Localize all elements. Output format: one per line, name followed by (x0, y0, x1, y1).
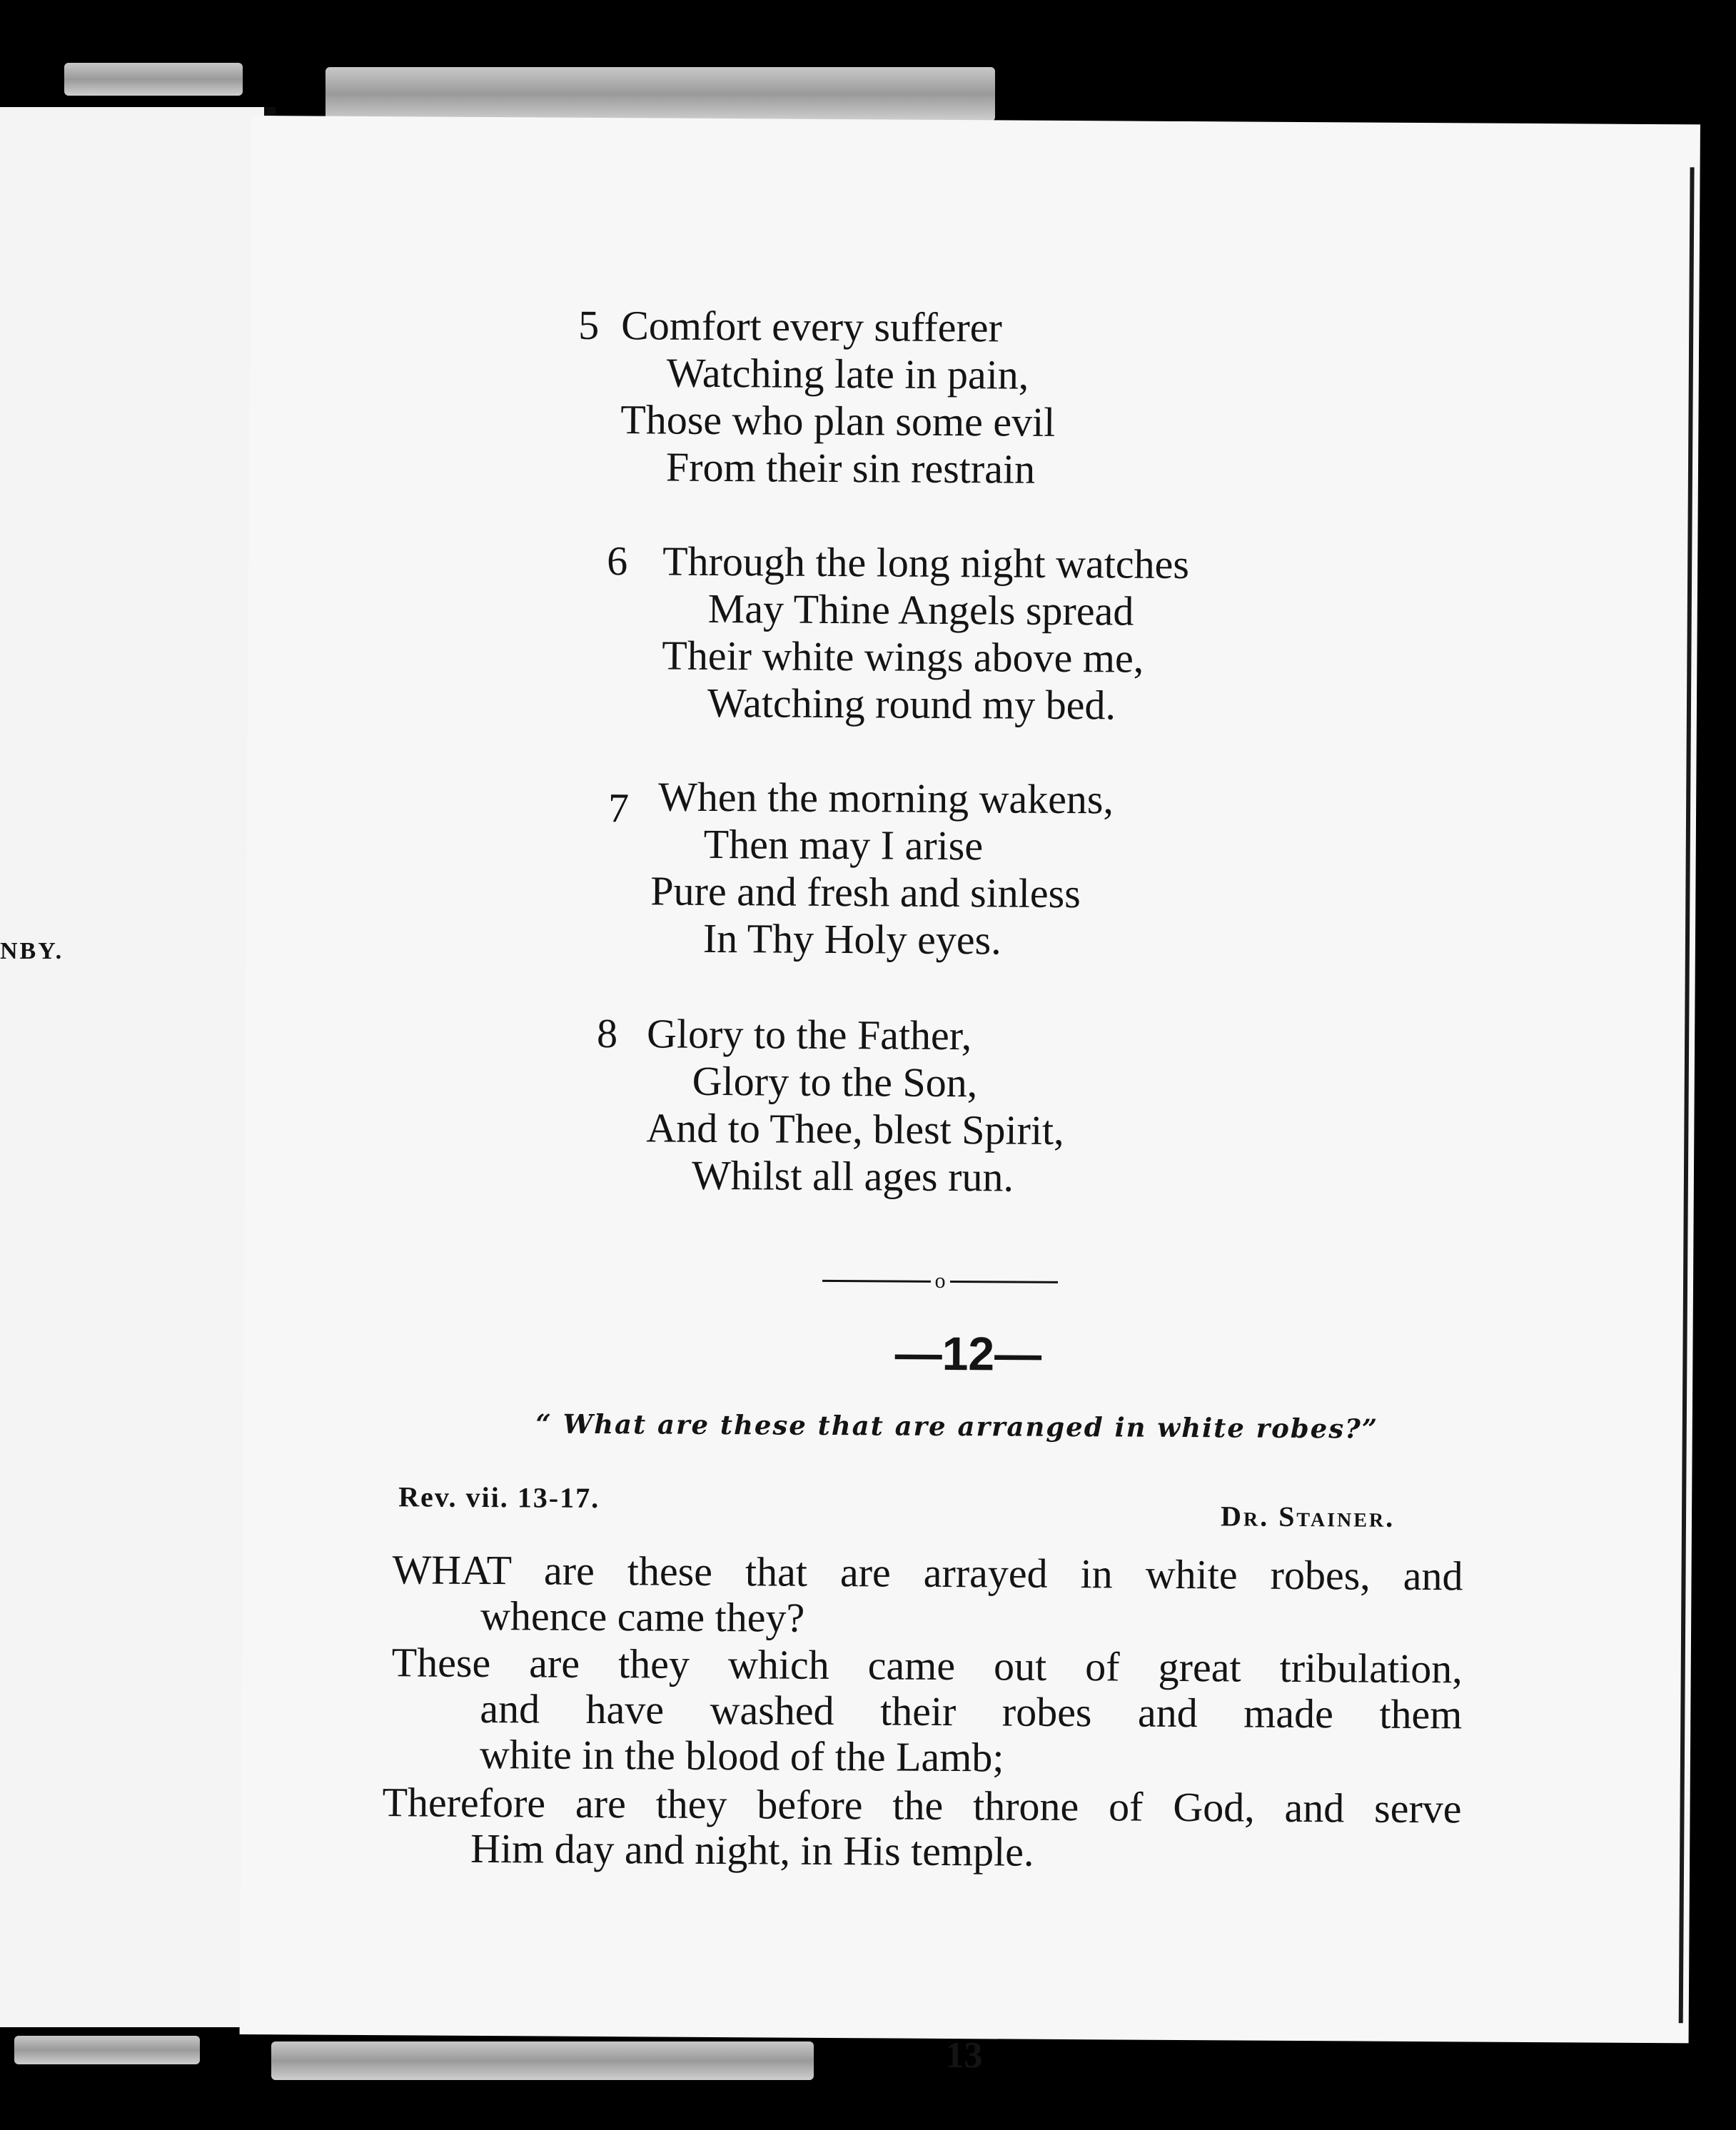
stanza-line: Whilst all ages run. (691, 1151, 1014, 1201)
stanza-line: Comfort every sufferer (621, 302, 1003, 351)
stanza-number: 7 (607, 784, 630, 832)
divider-rule (822, 1279, 931, 1282)
film-tape (14, 2036, 200, 2064)
film-tape (326, 67, 995, 121)
anthem-paragraph (391, 1640, 1463, 1783)
paragraph-line: white in the blood of the Lamb; (479, 1730, 1004, 1781)
left-page (0, 107, 264, 2027)
stanza-line: Watching round my bed. (707, 679, 1116, 729)
stanza-line: When the morning wakens, (657, 773, 1114, 823)
stanza-line: Through the long night watches (662, 537, 1190, 588)
paragraph-line: These are they which came out of great tribulation, (391, 1639, 1463, 1692)
stanza-line: May Thine Angels spread (707, 585, 1134, 635)
paragraph-line: whence came they? (480, 1593, 805, 1641)
stanza-line: Glory to the Son, (692, 1057, 978, 1106)
paragraph-line: WHAT are these that are arrayed in white robes, and (392, 1546, 1463, 1600)
stanza-line: And to Thee, blest Spirit, (646, 1104, 1064, 1154)
stanza-number: 6 (607, 537, 628, 585)
right-page (240, 116, 1700, 2076)
stanza-line: Their white wings above me, (662, 632, 1144, 682)
hymn-epigraph: “ What are these that are arranged in white robes?” (535, 1408, 1379, 1445)
stanza-line: Watching late in pain, (666, 349, 1029, 398)
divider-ornament: o (934, 1268, 946, 1293)
section-divider (822, 1270, 1058, 1293)
stanza-5 (578, 301, 1056, 493)
stanza-line: In Thy Holy eyes. (702, 914, 1001, 964)
anthem-paragraph (382, 1780, 1462, 1877)
stanza-line: Glory to the Father, (646, 1010, 972, 1059)
stanza-line: From their sin restrain (665, 443, 1036, 493)
paragraph-line: and have washed their robes and made them (480, 1685, 1463, 1738)
scripture-reference: Rev. vii. 13-17. (398, 1480, 600, 1515)
stanza-line: Then may I arise (703, 820, 984, 869)
stanza-number: 5 (578, 301, 600, 348)
page-number: 13 (945, 2034, 983, 2076)
paragraph-line: Therefore are they before the throne of God, and serve (382, 1779, 1462, 1832)
stanza-7 (607, 773, 1114, 965)
stanza-line: Those who plan some evil (620, 396, 1056, 445)
anthem-paragraph (392, 1547, 1463, 1645)
stanza-line: Pure and fresh and sinless (650, 867, 1081, 917)
stanza-number: 8 (596, 1009, 618, 1057)
divider-rule (950, 1281, 1059, 1283)
hymn-number: —12— (894, 1326, 1042, 1381)
film-tape (64, 63, 243, 96)
paragraph-line: Him day and night, in His temple. (470, 1824, 1034, 1875)
stanza-6 (607, 537, 1190, 730)
composer-credit: Dr. Stainer. (1220, 1500, 1396, 1533)
stanza-8 (596, 1009, 1065, 1201)
left-page-edge-text: NBY. (0, 938, 64, 964)
